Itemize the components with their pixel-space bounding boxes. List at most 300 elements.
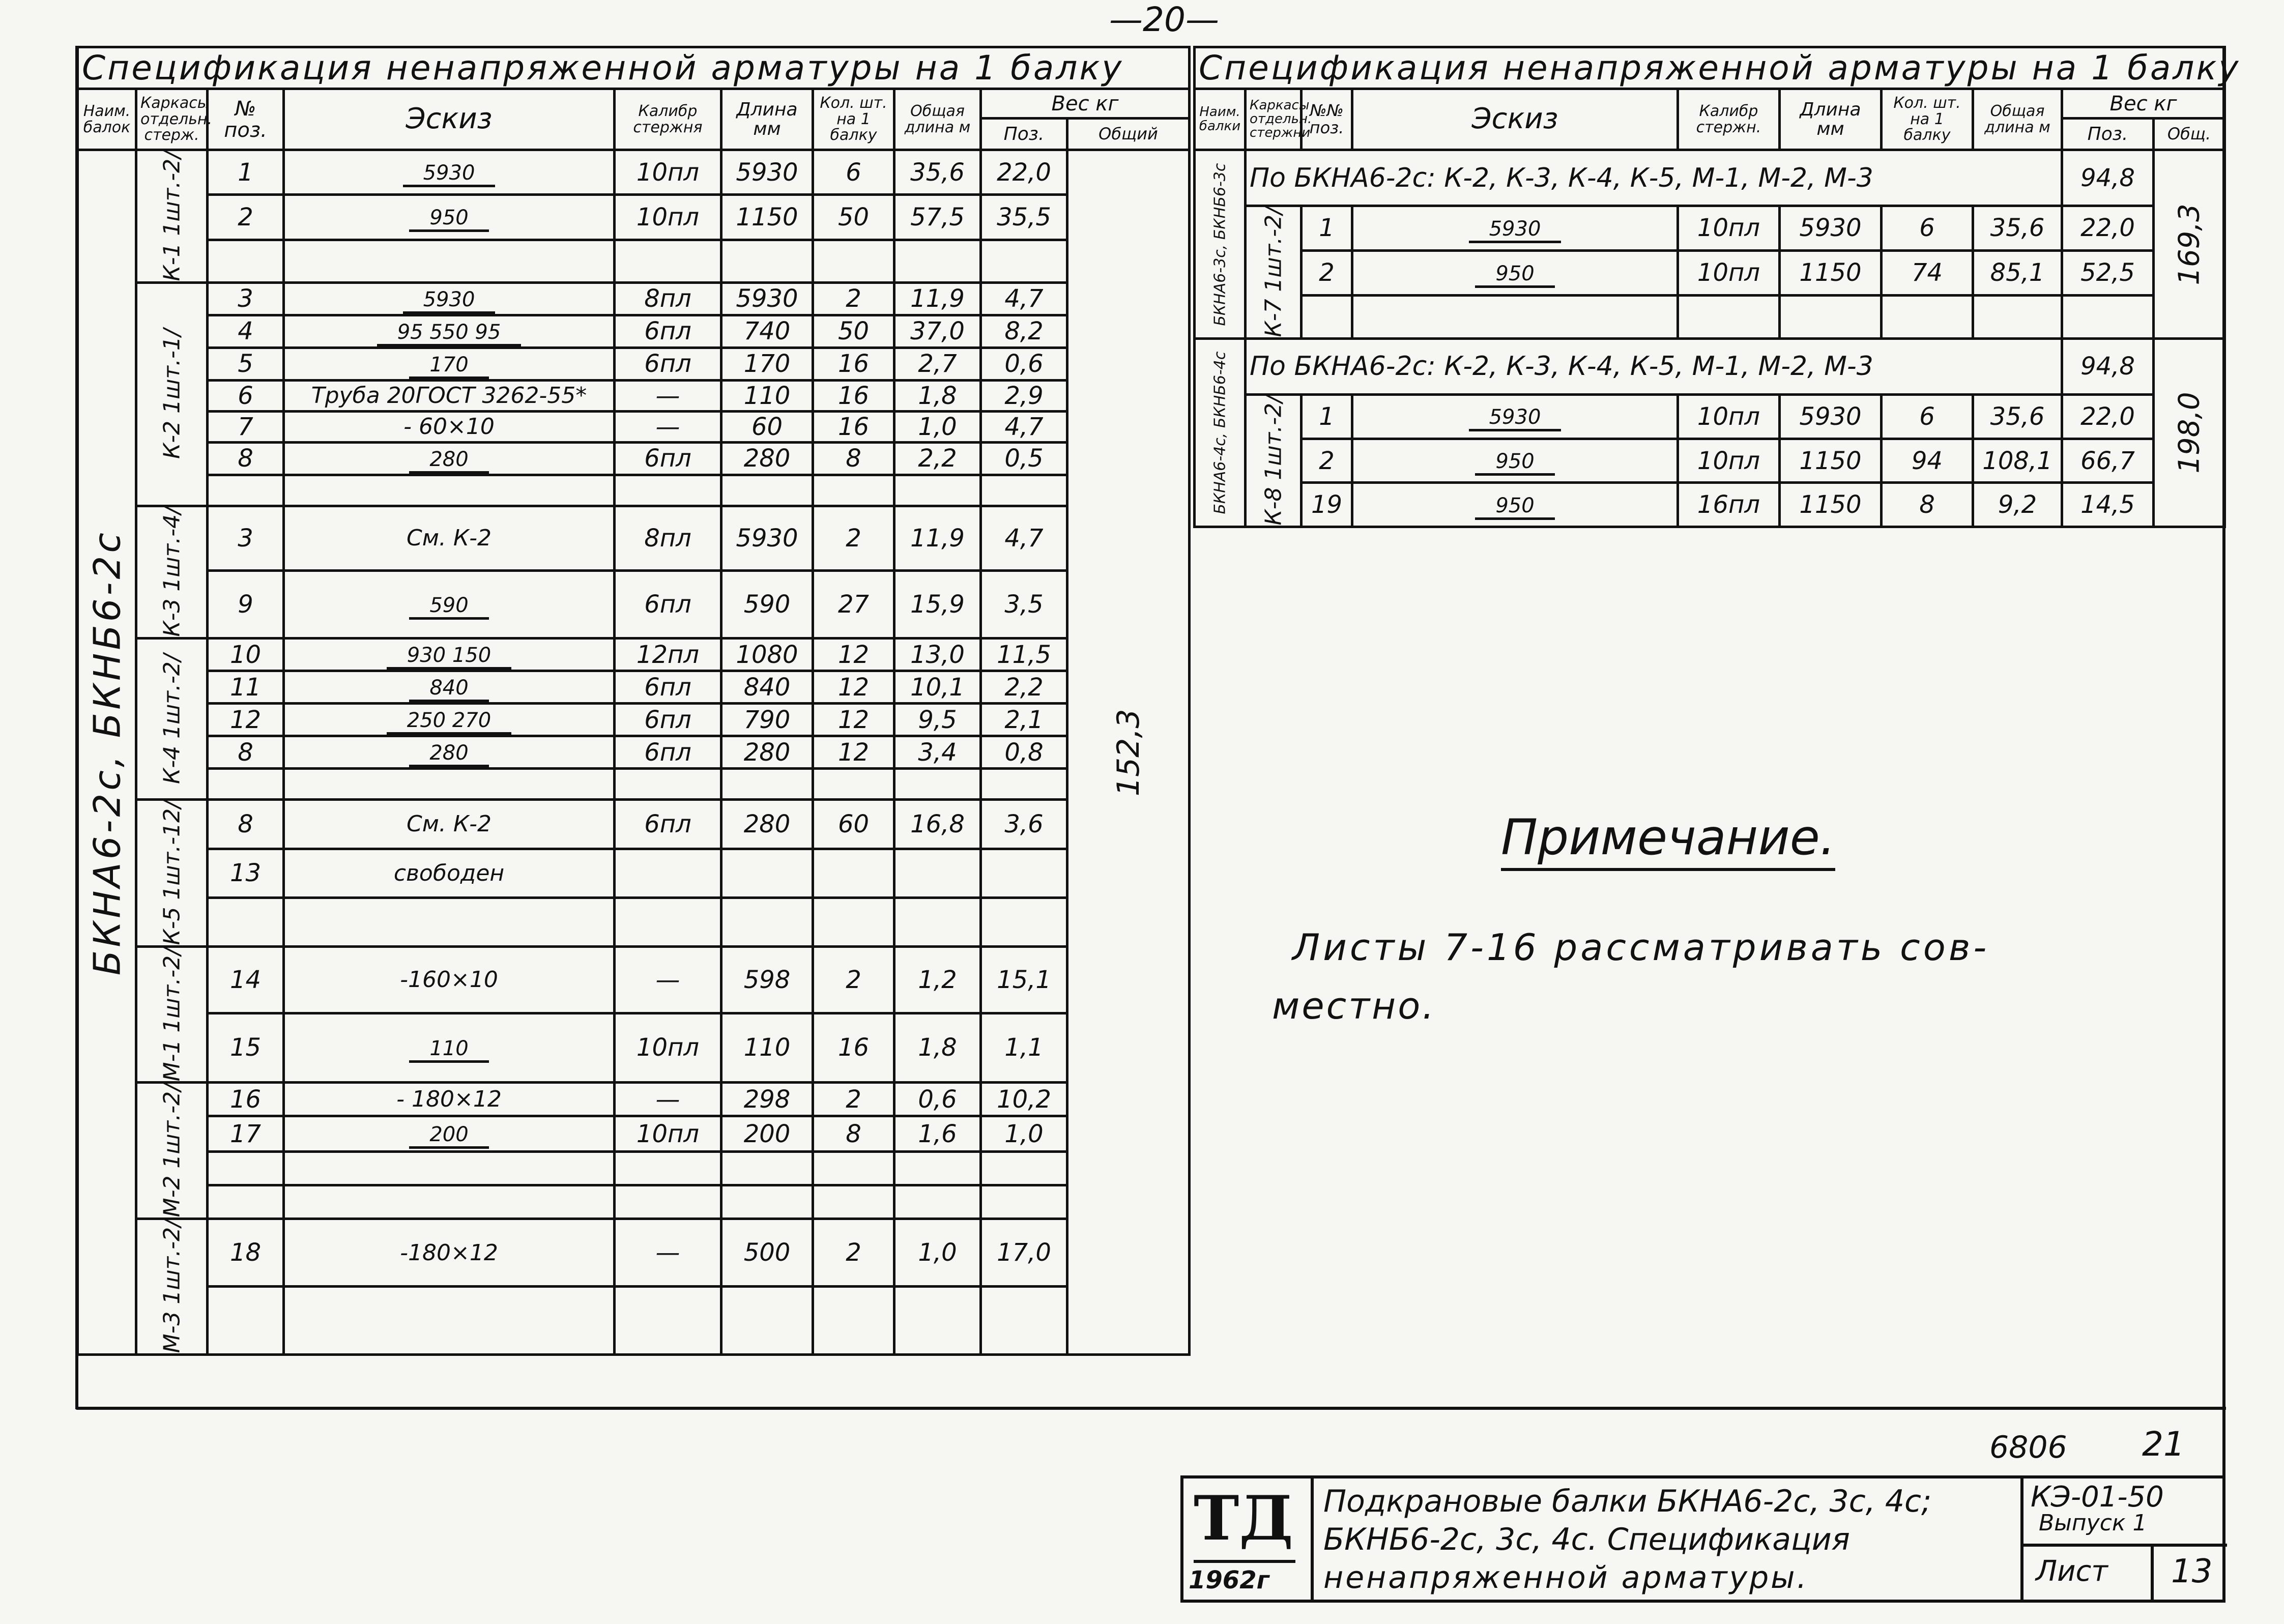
caliber-cell: — — [615, 1219, 721, 1287]
total-length-cell — [894, 849, 981, 897]
sketch-cell — [284, 704, 615, 736]
weight-pos-cell: 4,7 — [981, 411, 1067, 442]
year: 1962г — [1189, 1566, 1269, 1594]
sketch-dimension: 110 — [409, 1037, 488, 1063]
sketch-cell: См. К-2 — [284, 800, 615, 849]
weight-pos-cell: 52,5 — [2062, 250, 2154, 295]
note-heading: Примечание. — [1501, 809, 1835, 871]
caliber-cell: 6пл — [615, 442, 721, 475]
length-cell: 110 — [721, 1013, 813, 1083]
pos-cell — [208, 240, 284, 282]
length-cell: 840 — [721, 671, 813, 704]
frame-label: М-3 1шт.-2/ — [136, 1219, 208, 1354]
beam-name: БКНА6-2с, БКНБ6-2с — [78, 150, 136, 1355]
sketch-cell: - 180×12 — [284, 1083, 615, 1116]
table-row — [78, 1116, 1190, 1151]
left-table-title: Спецификация ненапряженной арматуры на 1 балку — [78, 47, 1190, 89]
table-row — [78, 570, 1190, 638]
pos-cell: 1 — [208, 150, 284, 195]
count-cell: 60 — [813, 800, 894, 849]
total-length-cell: 2,7 — [894, 347, 981, 380]
hdr-length: Длина мм — [721, 89, 813, 150]
total-length-cell: 57,5 — [894, 195, 981, 240]
pos-cell: 11 — [208, 671, 284, 704]
frame-label: К-4 1шт.-2/ — [136, 639, 208, 800]
pos-cell: 14 — [208, 947, 284, 1013]
sketch-dimension: 950 — [1475, 494, 1554, 520]
hdr-count: Кол. шт. на 1 балку — [813, 89, 894, 150]
pos-cell: 17 — [208, 1116, 284, 1151]
hdr-weight-pos: Поз. — [981, 119, 1067, 150]
total-length-cell: 1,0 — [894, 411, 981, 442]
pos-cell: 12 — [208, 704, 284, 736]
weight-pos-cell: 1,1 — [981, 1013, 1067, 1083]
block-note-weight: 94,8 — [2062, 150, 2154, 206]
table-row — [78, 800, 1190, 849]
hdr-sketch: Эскиз — [284, 89, 615, 150]
hdr-r-sketch: Эскиз — [1352, 89, 1678, 150]
pos-cell: 9 — [208, 570, 284, 638]
frame-label: К-7 1шт.-2/ — [1246, 206, 1302, 339]
sketch-dimension: 95 550 95 — [377, 321, 522, 346]
sketch-cell — [284, 1185, 615, 1219]
total-length-cell: 10,1 — [894, 671, 981, 704]
weight-pos-cell — [981, 1151, 1067, 1185]
table-row — [78, 442, 1190, 475]
caliber-cell — [615, 1151, 721, 1185]
weight-pos-cell — [981, 1185, 1067, 1219]
weight-pos-cell: 4,7 — [981, 506, 1067, 570]
table-row — [78, 1013, 1190, 1083]
pos-cell: 4 — [208, 315, 284, 347]
frame-label: М-2 1шт.-2/ — [136, 1083, 208, 1219]
total-length-cell: 15,9 — [894, 570, 981, 638]
length-cell — [721, 897, 813, 946]
sketch-cell: свободен — [284, 849, 615, 897]
note-text-line1: Листы 7-16 рассматривать сов- — [1292, 926, 1990, 969]
table-row — [78, 150, 1190, 195]
logo-cell — [1183, 1478, 1314, 1600]
weight-pos-cell — [981, 769, 1067, 800]
length-cell — [721, 849, 813, 897]
weight-pos-cell: 22,0 — [2062, 206, 2154, 251]
table-row — [1195, 295, 2225, 338]
right-table-title: Спецификация ненапряженной арматуры на 1 балку — [1195, 47, 2225, 89]
sketch-cell — [284, 347, 615, 380]
sketch-dimension: 5930 — [1469, 217, 1562, 243]
total-length-cell: 1,8 — [894, 1013, 981, 1083]
weight-pos-cell: 2,2 — [981, 671, 1067, 704]
pos-cell: 19 — [1302, 483, 1352, 527]
sketch-dimension: 5930 — [1469, 405, 1562, 431]
weight-pos-cell — [981, 475, 1067, 506]
caliber-cell: 10пл — [615, 1013, 721, 1083]
issue-label: Выпуск 1 — [2039, 1510, 2147, 1536]
sketch-cell — [284, 897, 615, 946]
sketch-cell — [284, 671, 615, 704]
count-cell: 16 — [813, 1013, 894, 1083]
caliber-cell: 6пл — [615, 800, 721, 849]
length-cell — [721, 769, 813, 800]
count-cell: 6 — [1882, 394, 1973, 439]
sketch-dimension: 170 — [409, 353, 488, 379]
count-cell: 94 — [1882, 439, 1973, 483]
count-cell: 2 — [813, 1219, 894, 1287]
caliber-cell: 10пл — [1678, 206, 1780, 251]
weight-pos-cell: 1,0 — [981, 1116, 1067, 1151]
caliber-cell — [615, 240, 721, 282]
length-cell: 280 — [721, 800, 813, 849]
caliber-cell: 8пл — [615, 282, 721, 315]
count-cell: 8 — [1882, 483, 1973, 527]
total-length-cell: 35,6 — [894, 150, 981, 195]
count-cell — [813, 1185, 894, 1219]
caliber-cell — [1678, 295, 1780, 338]
length-cell — [721, 1185, 813, 1219]
weight-pos-cell: 4,7 — [981, 282, 1067, 315]
stamp-title-line2: БКНБ6-2с, 3с, 4с. Спецификация — [1323, 1522, 1850, 1557]
sketch-cell: -180×12 — [284, 1219, 615, 1287]
pos-cell: 3 — [208, 506, 284, 570]
beam-name: БКНА6-3с, БКНБ6-3с — [1195, 150, 1246, 339]
weight-pos-cell: 10,2 — [981, 1083, 1067, 1116]
pos-cell: 8 — [208, 736, 284, 769]
pos-cell: 10 — [208, 639, 284, 671]
total-length-cell: 9,2 — [1973, 483, 2062, 527]
weight-pos-cell: 22,0 — [981, 150, 1067, 195]
table-row — [78, 240, 1190, 282]
sheet-mark: 21 — [2142, 1425, 2185, 1464]
hdr-r-total-len: Общая длина м — [1973, 89, 2062, 150]
table-row — [78, 475, 1190, 506]
hdr-pos: № поз. — [208, 89, 284, 150]
total-length-cell: 16,8 — [894, 800, 981, 849]
pos-cell — [208, 1185, 284, 1219]
hdr-r-caliber: Калибр стержн. — [1678, 89, 1780, 150]
sketch-cell — [284, 736, 615, 769]
sketch-dimension: 950 — [1475, 450, 1554, 476]
hdr-r-weight: Вес кг — [2062, 89, 2225, 119]
pos-cell: 2 — [208, 195, 284, 240]
count-cell: 2 — [813, 282, 894, 315]
sketch-cell — [284, 282, 615, 315]
hdr-r-name: Наим. балки — [1195, 89, 1246, 150]
table-row — [78, 947, 1190, 1013]
table-row — [78, 506, 1190, 570]
caliber-cell: 10пл — [1678, 439, 1780, 483]
total-length-cell: 37,0 — [894, 315, 981, 347]
sketch-dimension: 950 — [409, 206, 488, 232]
sketch-cell — [1352, 483, 1678, 527]
length-cell: 60 — [721, 411, 813, 442]
caliber-cell: 12пл — [615, 639, 721, 671]
table-row — [78, 849, 1190, 897]
weight-pos-cell: 14,5 — [2062, 483, 2154, 527]
pos-cell: 6 — [208, 380, 284, 411]
frame-label: К-2 1шт.-1/ — [136, 282, 208, 506]
total-length-cell — [894, 1151, 981, 1185]
frame-label: К-8 1шт.-2/ — [1246, 394, 1302, 527]
sketch-cell — [284, 150, 615, 195]
weight-pos-cell — [2062, 295, 2154, 338]
table-row — [78, 671, 1190, 704]
weight-pos-cell: 8,2 — [981, 315, 1067, 347]
total-length-cell: 11,9 — [894, 282, 981, 315]
length-cell: 598 — [721, 947, 813, 1013]
sketch-cell — [1352, 295, 1678, 338]
count-cell: 16 — [813, 411, 894, 442]
caliber-cell: 10пл — [615, 150, 721, 195]
count-cell: 27 — [813, 570, 894, 638]
frame-label: М-1 1шт.-2/ — [136, 947, 208, 1083]
caliber-cell: 16пл — [1678, 483, 1780, 527]
table-row — [78, 736, 1190, 769]
total-length-cell — [894, 240, 981, 282]
count-cell — [813, 1287, 894, 1355]
table-row — [78, 1083, 1190, 1116]
pos-cell — [208, 475, 284, 506]
length-cell: 5930 — [721, 282, 813, 315]
length-cell: 5930 — [721, 150, 813, 195]
sketch-cell — [284, 195, 615, 240]
beam-name: БКНА6-4с, БКНБ6-4с — [1195, 338, 1246, 527]
pos-cell — [208, 1287, 284, 1355]
pos-cell: 1 — [1302, 394, 1352, 439]
pos-cell: 1 — [1302, 206, 1352, 251]
sketch-cell — [284, 240, 615, 282]
sketch-cell: -160×10 — [284, 947, 615, 1013]
total-length-cell: 108,1 — [1973, 439, 2062, 483]
sketch-cell — [284, 1116, 615, 1151]
hdr-r-weight-pos: Поз. — [2062, 119, 2154, 150]
table-row — [1195, 150, 2225, 206]
sketch-cell — [1352, 439, 1678, 483]
table-row — [78, 315, 1190, 347]
left-spec-table — [76, 46, 1191, 1356]
pos-cell — [208, 1151, 284, 1185]
count-cell: 16 — [813, 347, 894, 380]
pos-cell: 8 — [208, 800, 284, 849]
caliber-cell: 6пл — [615, 671, 721, 704]
logo-underline — [1194, 1560, 1295, 1563]
total-length-cell — [894, 769, 981, 800]
count-cell: 12 — [813, 639, 894, 671]
total-length-cell: 2,2 — [894, 442, 981, 475]
total-weight: 152,3 — [1067, 150, 1190, 1355]
weight-pos-cell: 17,0 — [981, 1219, 1067, 1287]
hdr-r-count: Кол. шт. на 1 балку — [1882, 89, 1973, 150]
count-cell: 6 — [813, 150, 894, 195]
sketch-cell: Труба 20ГОСТ 3262-55* — [284, 380, 615, 411]
stamp-title-line3: ненапряженной арматуры. — [1323, 1560, 1809, 1596]
total-length-cell: 11,9 — [894, 506, 981, 570]
block-note: По БКНА6-2с: К-2, К-3, К-4, К-5, М-1, М-2, М-3 — [1246, 150, 2062, 206]
weight-pos-cell: 35,5 — [981, 195, 1067, 240]
weight-pos-cell: 66,7 — [2062, 439, 2154, 483]
sketch-dimension: 5930 — [403, 288, 496, 314]
doc-number: 6806 — [1989, 1430, 2067, 1465]
weight-pos-cell: 0,8 — [981, 736, 1067, 769]
hdr-weight: Вес кг — [981, 89, 1190, 119]
caliber-cell: 6пл — [615, 315, 721, 347]
length-cell: 500 — [721, 1219, 813, 1287]
hdr-caliber: Калибр стержня — [615, 89, 721, 150]
weight-pos-cell: 11,5 — [981, 639, 1067, 671]
pos-cell: 15 — [208, 1013, 284, 1083]
sketch-cell — [284, 315, 615, 347]
caliber-cell — [615, 1185, 721, 1219]
note-text-line2: местно. — [1272, 984, 1436, 1027]
length-cell: 1150 — [1780, 250, 1882, 295]
caliber-cell: — — [615, 411, 721, 442]
sketch-cell — [284, 639, 615, 671]
sketch-dimension: 200 — [409, 1123, 488, 1149]
weight-pos-cell: 2,9 — [981, 380, 1067, 411]
length-cell — [721, 475, 813, 506]
count-cell: 12 — [813, 671, 894, 704]
code-divider — [2023, 1544, 2227, 1547]
table-row — [1195, 483, 2225, 527]
table-row — [1195, 250, 2225, 295]
caliber-cell — [615, 849, 721, 897]
weight-pos-cell: 0,5 — [981, 442, 1067, 475]
frame-label: К-5 1шт.-12/ — [136, 800, 208, 947]
total-length-cell: 1,2 — [894, 947, 981, 1013]
td-logo: ТД — [1194, 1483, 1293, 1554]
right-spec-table — [1193, 46, 2241, 528]
count-cell: 8 — [813, 1116, 894, 1151]
sketch-cell — [284, 475, 615, 506]
total-length-cell — [1973, 295, 2062, 338]
sketch-dimension: 280 — [409, 448, 488, 474]
sketch-cell: См. К-2 — [284, 506, 615, 570]
left-frame-line — [75, 46, 78, 1409]
total-length-cell: 13,0 — [894, 639, 981, 671]
caliber-cell: — — [615, 380, 721, 411]
length-cell: 1150 — [721, 195, 813, 240]
block-note-weight: 94,8 — [2062, 338, 2154, 394]
count-cell: 8 — [813, 442, 894, 475]
length-cell: 5930 — [1780, 394, 1882, 439]
table-row — [1195, 206, 2225, 251]
length-cell — [721, 1287, 813, 1355]
pos-cell: 2 — [1302, 250, 1352, 295]
table-row — [1195, 394, 2225, 439]
caliber-cell: 10пл — [615, 195, 721, 240]
caliber-cell: 6пл — [615, 704, 721, 736]
table-row — [78, 347, 1190, 380]
table-row — [78, 1287, 1190, 1355]
count-cell: 16 — [813, 380, 894, 411]
bottom-frame-line — [76, 1407, 2226, 1410]
sketch-cell: - 60×10 — [284, 411, 615, 442]
table-row — [1195, 338, 2225, 394]
pos-cell: 5 — [208, 347, 284, 380]
sketch-cell — [1352, 394, 1678, 439]
hdr-r-length: Длина мм — [1780, 89, 1882, 150]
count-cell — [1882, 295, 1973, 338]
pos-cell: 16 — [208, 1083, 284, 1116]
count-cell — [813, 849, 894, 897]
weight-pos-cell — [981, 897, 1067, 946]
count-cell: 50 — [813, 195, 894, 240]
caliber-cell: 10пл — [615, 1116, 721, 1151]
total-length-cell: 1,8 — [894, 380, 981, 411]
table-row — [78, 639, 1190, 671]
count-cell — [813, 769, 894, 800]
table-row — [78, 1151, 1190, 1185]
stamp-title-line1: Подкрановые балки БКНА6-2с, 3с, 4с; — [1323, 1484, 1932, 1519]
total-length-cell: 85,1 — [1973, 250, 2062, 295]
length-cell — [1780, 295, 1882, 338]
length-cell: 790 — [721, 704, 813, 736]
hdr-r-pos: №№ поз. — [1302, 89, 1352, 150]
length-cell: 1150 — [1780, 439, 1882, 483]
pos-cell: 3 — [208, 282, 284, 315]
pos-cell: 2 — [1302, 439, 1352, 483]
total-length-cell: 1,0 — [894, 1219, 981, 1287]
caliber-cell: 6пл — [615, 736, 721, 769]
weight-pos-cell: 22,0 — [2062, 394, 2154, 439]
total-length-cell: 35,6 — [1973, 206, 2062, 251]
weight-pos-cell — [981, 849, 1067, 897]
caliber-cell: 6пл — [615, 570, 721, 638]
table-row — [78, 897, 1190, 946]
pos-cell — [208, 769, 284, 800]
sketch-dimension: 250 270 — [387, 709, 511, 735]
count-cell: 2 — [813, 947, 894, 1013]
total-length-cell — [894, 475, 981, 506]
caliber-cell: — — [615, 947, 721, 1013]
table-row — [78, 380, 1190, 411]
length-cell: 170 — [721, 347, 813, 380]
sheet-divider — [2151, 1544, 2154, 1600]
length-cell: 590 — [721, 570, 813, 638]
count-cell: 2 — [813, 506, 894, 570]
sketch-dimension: 950 — [1475, 262, 1554, 288]
total-length-cell: 3,4 — [894, 736, 981, 769]
length-cell: 1150 — [1780, 483, 1882, 527]
total-length-cell — [894, 1287, 981, 1355]
pos-cell: 18 — [208, 1219, 284, 1287]
count-cell — [813, 240, 894, 282]
hdr-total-len: Общая длина м — [894, 89, 981, 150]
sketch-dimension: 280 — [409, 741, 488, 767]
length-cell: 5930 — [1780, 206, 1882, 251]
weight-pos-cell: 3,6 — [981, 800, 1067, 849]
hdr-frame: Каркасы отдельн. стерж. — [136, 89, 208, 150]
weight-pos-cell: 3,5 — [981, 570, 1067, 638]
weight-pos-cell: 2,1 — [981, 704, 1067, 736]
length-cell — [721, 1151, 813, 1185]
series-code: КЭ-01-50 — [2031, 1481, 2164, 1514]
count-cell: 50 — [813, 315, 894, 347]
sheet-number: 13 — [2171, 1553, 2213, 1590]
weight-pos-cell — [981, 1287, 1067, 1355]
count-cell: 6 — [1882, 206, 1973, 251]
total-length-cell — [894, 897, 981, 946]
sketch-cell — [284, 1287, 615, 1355]
caliber-cell: — — [615, 1083, 721, 1116]
weight-pos-cell — [981, 240, 1067, 282]
length-cell: 5930 — [721, 506, 813, 570]
length-cell: 280 — [721, 736, 813, 769]
count-cell: 74 — [1882, 250, 1973, 295]
total-length-cell — [894, 1185, 981, 1219]
caliber-cell — [615, 1287, 721, 1355]
frame-label: К-3 1шт.-4/ — [136, 506, 208, 639]
caliber-cell: 10пл — [1678, 250, 1780, 295]
